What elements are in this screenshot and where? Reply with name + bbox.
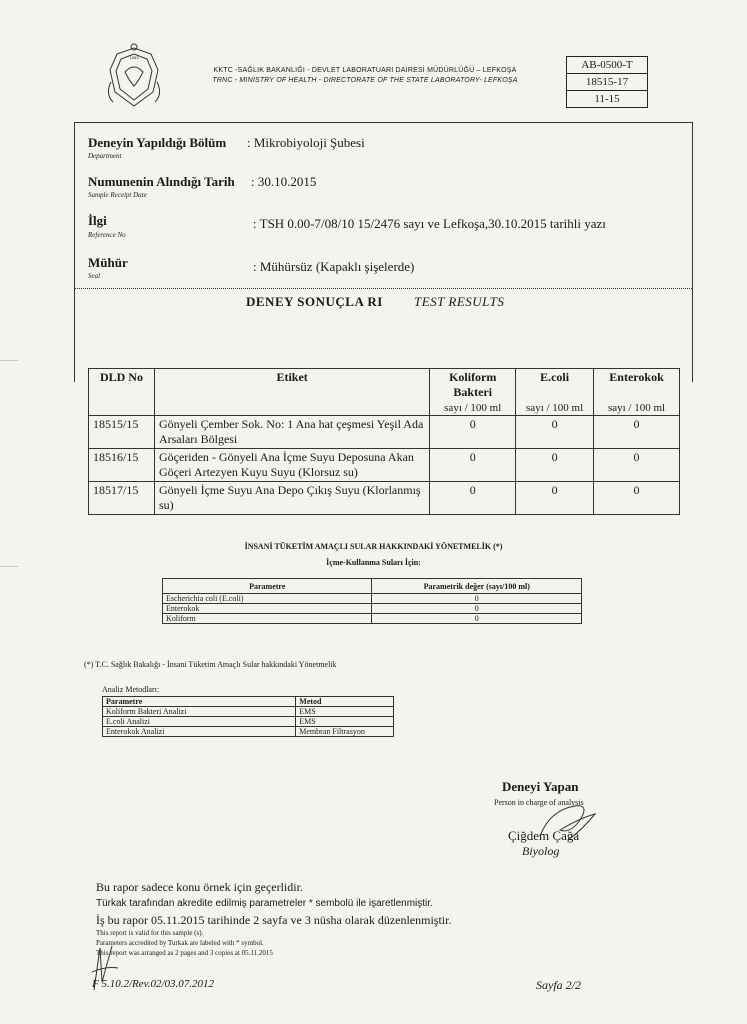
frame-top-border <box>74 122 692 123</box>
seal-sublabel: Seal <box>88 272 101 280</box>
table-row <box>103 717 394 727</box>
scan-edge-mark <box>0 360 18 361</box>
koliform-value: 0 <box>430 449 516 482</box>
regulation-subtitle: İçme-Kullanma Suları İçin: <box>326 558 421 567</box>
seal-label: Mühür <box>88 255 128 270</box>
reference-value: : TSH 0.00-7/08/10 15/2476 sayı ve Lefkoşa,30.10.2015 tarihli yazı <box>253 216 606 231</box>
enterokok-value: 0 <box>594 416 680 449</box>
parameter-value: 0 <box>372 594 582 604</box>
signature-subtitle: Person in charge of analysis <box>494 798 584 807</box>
ministry-name-tr: KKTC -SAĞLIK BAKANLIĞI - DEVLET LABORATUARI DAİRESİ MÜDÜRLÜĞÜ – LEFKOŞA <box>213 67 517 74</box>
col-header-parametric-value: Parametrik değer (sayı/100 ml) <box>372 579 582 594</box>
sample-label: Göçeriden - Gönyeli Ana İçme Suyu Deposuna Akan Göçeri Artezyen Kuyu Suyu (Klorsuz su) <box>154 449 429 482</box>
signer-name: Çiğdem Çağa <box>508 828 580 843</box>
department-sublabel: Department <box>88 152 122 160</box>
ecoli-value: 0 <box>516 449 594 482</box>
signer-role: Biyolog <box>522 844 560 858</box>
department-value: : Mikrobiyoloji Şubesi <box>247 135 365 150</box>
sample-label: Gönyeli İçme Suyu Ana Depo Çıkış Suyu (Klorlanmış su) <box>154 482 429 515</box>
receipt-date-sublabel: Sample Receipt Date <box>88 191 147 199</box>
col-header-ecoli: E.coli <box>516 369 594 402</box>
unit-ecoli: sayı / 100 ml <box>516 401 594 416</box>
report-number: 18515-17 <box>567 74 647 91</box>
ministry-name-en: TRNC - MINISTRY OF HEALTH - DIRECTORATE OF THE STATE LABORATORY- LEFKOŞA <box>212 77 518 84</box>
frame-left-border <box>74 122 75 382</box>
reference-label: İlgi <box>88 213 107 228</box>
table-row <box>163 594 582 604</box>
enterokok-value: 0 <box>594 449 680 482</box>
page-number: Sayfa 2/2 <box>536 978 581 992</box>
method-name: EMS <box>296 707 394 717</box>
sample-number: 18515/15 <box>89 416 155 449</box>
sample-number: 18517/15 <box>89 482 155 515</box>
methods-table <box>102 696 394 737</box>
month-year-code: 11-15 <box>594 93 620 105</box>
sample-label: Gönyeli Çember Sok. No: 1 Ana hat çeşmesi Yeşil Ada Arsaları Bölgesi <box>154 416 429 449</box>
receipt-date-label: Numunenin Alındığı Tarih <box>88 174 235 189</box>
table-row <box>89 482 680 515</box>
parameter-name: Koliform <box>163 614 372 624</box>
table-row <box>103 707 394 717</box>
parameter-value: 0 <box>372 604 582 614</box>
parameter-value: 0 <box>372 614 582 624</box>
parameter-name: Escherichia coli (E.coli) <box>163 594 372 604</box>
ecoli-value: 0 <box>516 416 594 449</box>
unit-enterokok: sayı / 100 ml <box>594 401 680 416</box>
methods-label: Analiz Metodları: <box>102 685 160 694</box>
koliform-value: 0 <box>430 482 516 515</box>
method-parameter: E.coli Analizi <box>103 717 296 727</box>
accreditation-note-en: Parameters accredited by Turkak are labeled with * symbol. <box>96 939 264 947</box>
copies-note-en: This report was arranged as 2 pages and 3 copies at 05.11.2015 <box>96 949 273 957</box>
results-title-tr: DENEY SONUÇLA RI <box>246 294 383 309</box>
department-label: Deneyin Yapıldığı Bölüm <box>88 135 227 150</box>
col-header-method: Metod <box>296 697 394 707</box>
accreditation-note-tr: Türkak tarafından akredite edilmiş parametreler * sembolü ile işaretlenmiştir. <box>96 898 433 909</box>
frame-right-border <box>692 122 693 382</box>
method-parameter: Enterokok Analizi <box>103 727 296 737</box>
receipt-date-value: : 30.10.2015 <box>251 174 317 189</box>
method-parameter: Koliform Bakteri Analizi <box>103 707 296 717</box>
table-row <box>103 727 394 737</box>
table-row <box>89 416 680 449</box>
col-header-parameter: Parametre <box>103 697 296 707</box>
table-row <box>163 604 582 614</box>
section-divider <box>74 288 692 289</box>
koliform-value: 0 <box>430 416 516 449</box>
signature-title: Deneyi Yapan <box>502 779 579 794</box>
scan-edge-mark <box>0 566 18 567</box>
col-header-koliform: Koliform Bakteri <box>430 369 516 402</box>
results-title-en: TEST RESULTS <box>414 294 505 309</box>
sample-number: 18516/15 <box>89 449 155 482</box>
regulation-title: İNSANİ TÜKETİM AMAÇLI SULAR HAKKINDAKİ YÖNETMELİK (*) <box>244 542 503 551</box>
col-header-dld-no: DLD No <box>89 369 155 416</box>
emblem-year: 1983 <box>129 55 139 60</box>
state-emblem-icon <box>103 42 165 112</box>
unit-koliform: sayı / 100 ml <box>430 401 516 416</box>
validity-note-en: This report is valid for this sample (s). <box>96 929 204 937</box>
col-header-parameter: Parametre <box>163 579 372 594</box>
enterokok-value: 0 <box>594 482 680 515</box>
seal-value: : Mühürsüz (Kapaklı şişelerde) <box>253 259 415 274</box>
col-header-enterokok: Enterokok <box>594 369 680 402</box>
copies-note-tr: İş bu rapor 05.11.2015 tarihinde 2 sayfa ve 3 nüsha olarak düzenlenmiştir. <box>96 913 452 927</box>
table-row <box>163 614 582 624</box>
method-name: EMS <box>296 717 394 727</box>
parametric-values-table <box>162 578 582 624</box>
form-code: AB-0500-T <box>567 57 647 74</box>
form-revision-code: F 5.10.2/Rev.02/03.07.2012 <box>92 978 214 990</box>
col-header-etiket: Etiket <box>154 369 429 416</box>
regulation-footnote: (*) T.C. Sağlık Bakalığı - İnsani Tüketim Amaçlı Sular hakkındaki Yönetmelik <box>84 660 337 669</box>
method-name: Membran Filtrasyon <box>296 727 394 737</box>
reference-sublabel: Reference No <box>88 231 126 239</box>
validity-note-tr: Bu rapor sadece konu örnek için geçerlidir. <box>96 880 303 894</box>
results-table <box>88 368 680 515</box>
parameter-name: Enterokok <box>163 604 372 614</box>
ecoli-value: 0 <box>516 482 594 515</box>
table-row <box>89 449 680 482</box>
ministry-header <box>180 66 550 86</box>
document-code-box <box>566 56 648 108</box>
